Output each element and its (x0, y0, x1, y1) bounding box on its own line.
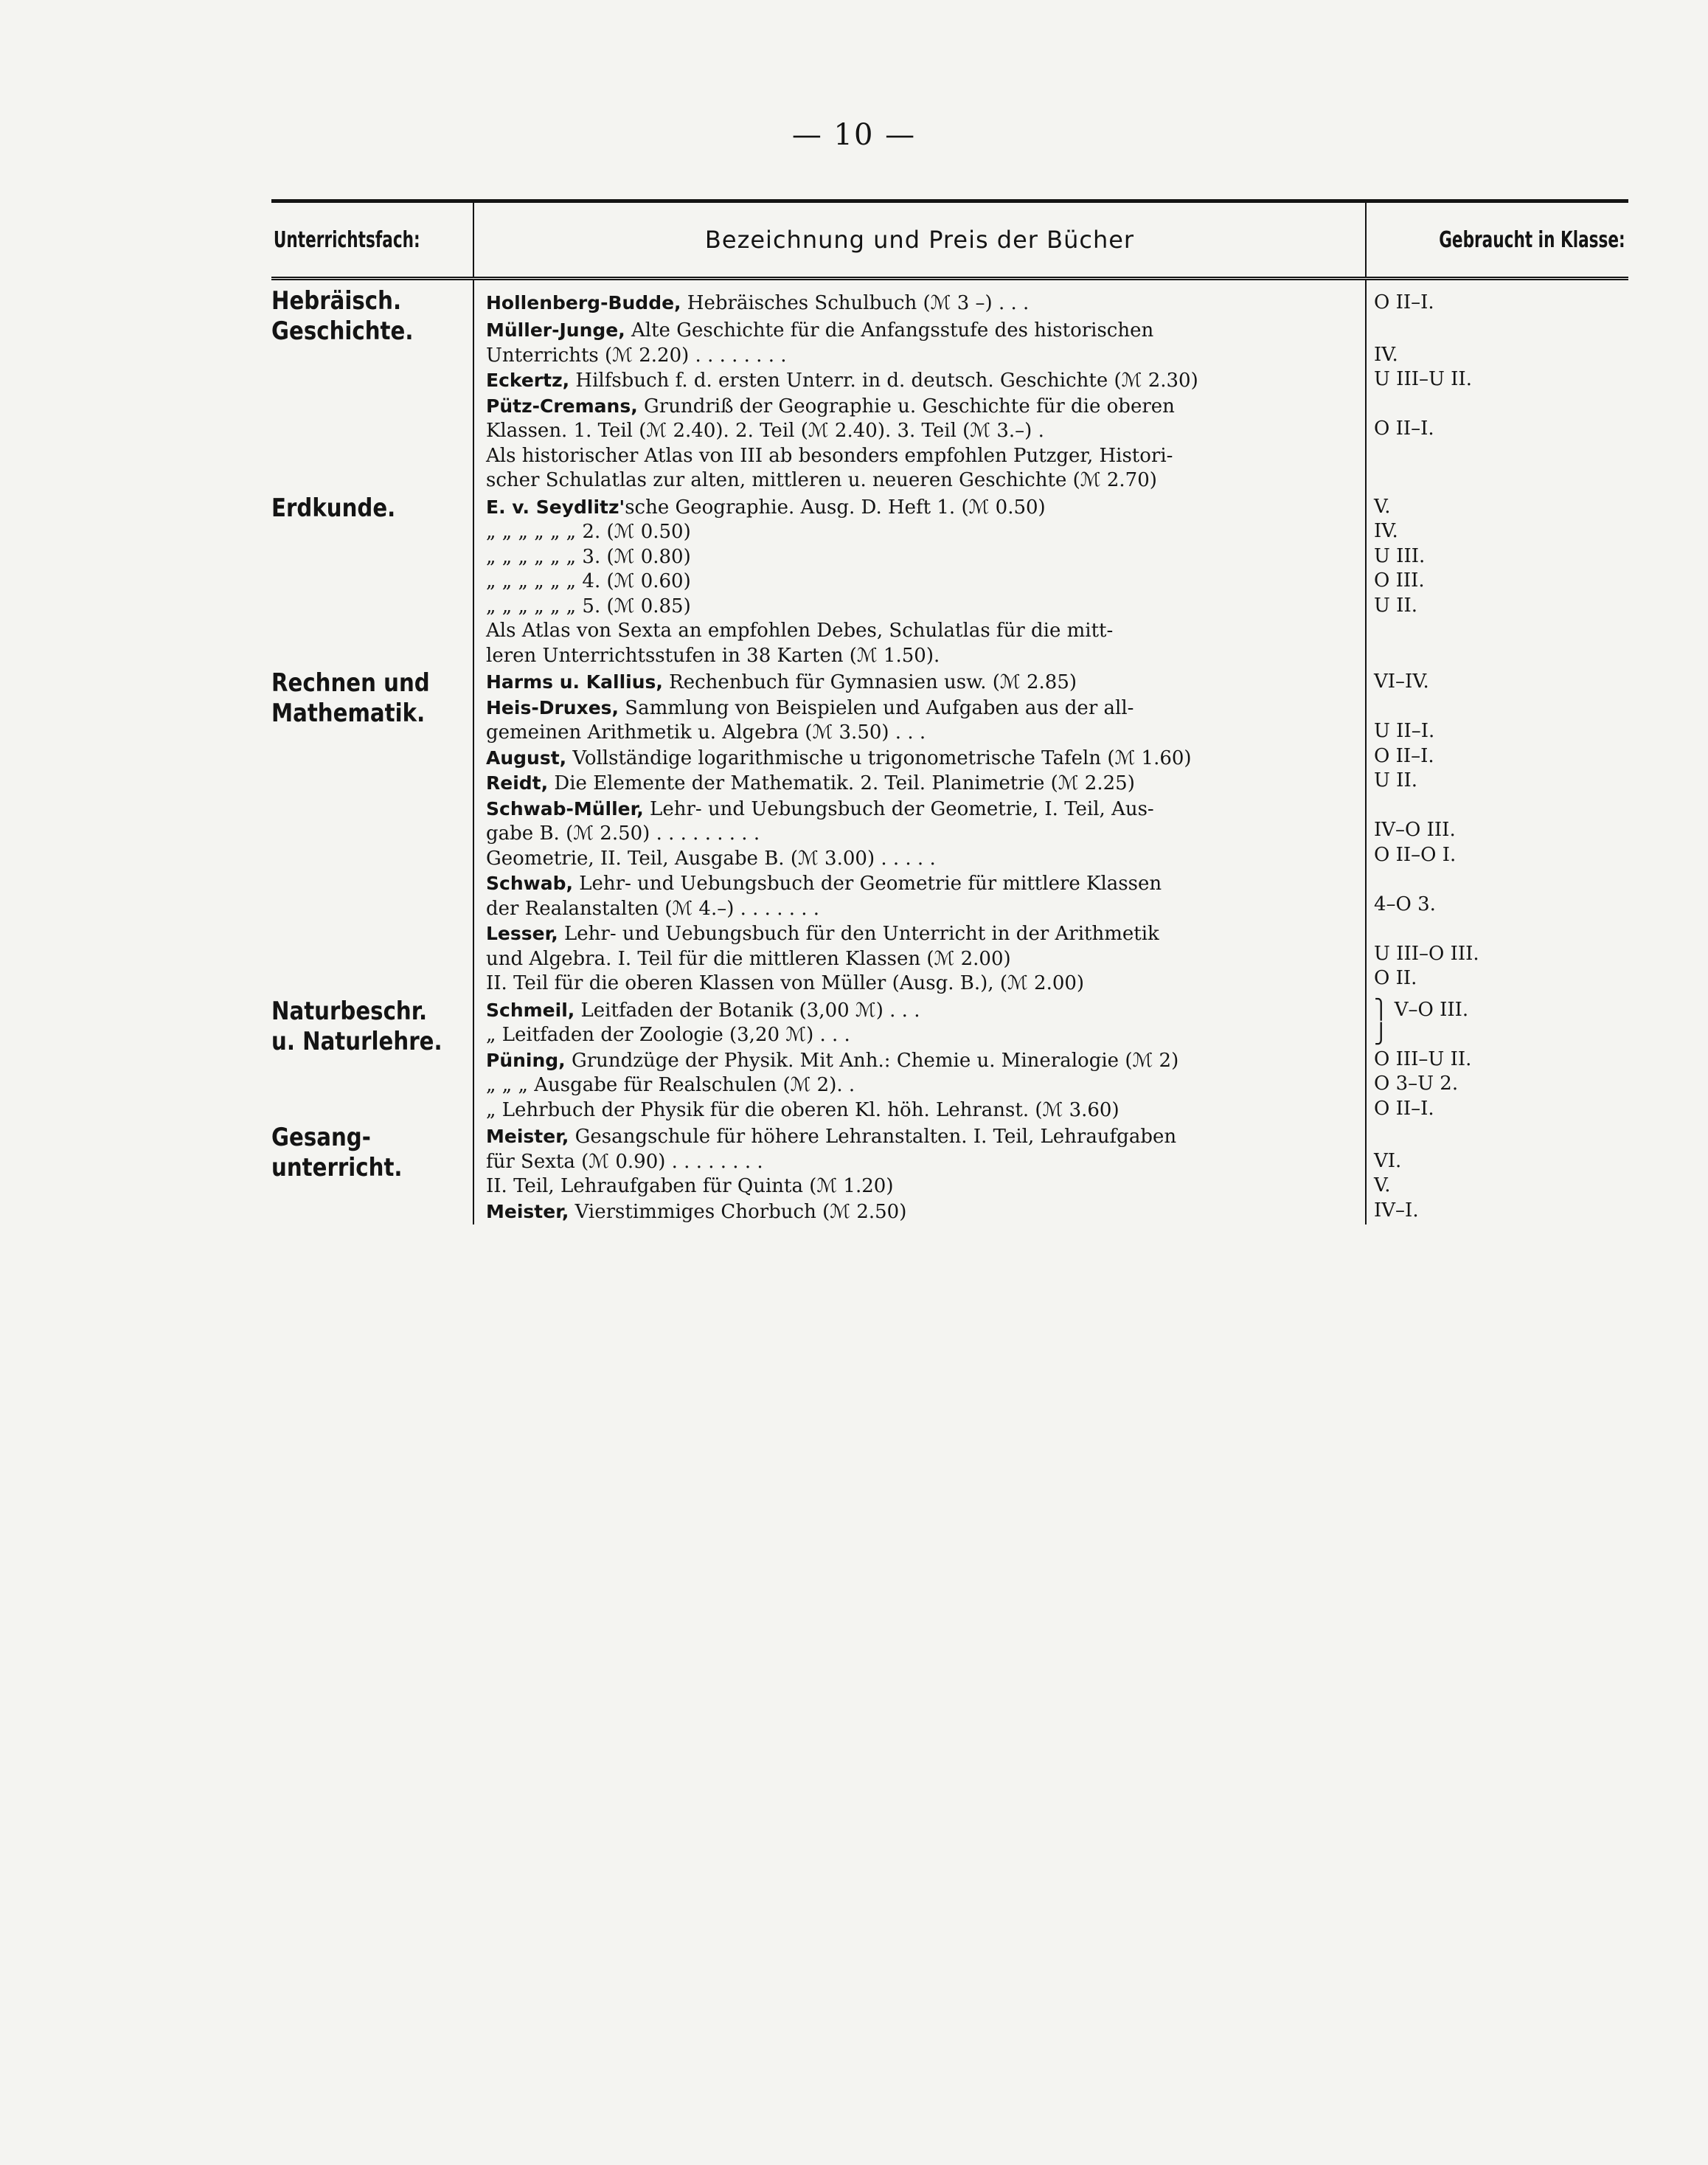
class-range: V. IV. U III. O III. U II. (1374, 495, 1426, 617)
class-cell (1366, 997, 1628, 1123)
book-entry (486, 368, 1356, 394)
class-range: O II–I. (1374, 418, 1434, 440)
books-cell (473, 1123, 1366, 1224)
book-author: Meister, (486, 1200, 569, 1222)
book-title-price: Vollständige logarithmische u trigonometrische Tafeln (ℳ 1.60) (566, 747, 1192, 769)
subject-label: Naturbeschr. u. Naturlehre. (271, 996, 442, 1056)
book-entry (486, 998, 1356, 1048)
class-range: O II–I. (1374, 744, 1434, 767)
subject-cell (271, 668, 473, 997)
subject-label: Gesang- unterricht. (271, 1123, 403, 1182)
book-author: Pütz-Cremans, (486, 395, 638, 417)
subject-cell (271, 279, 473, 317)
book-title-price: Hebräisches Schulbuch (ℳ 3 –) . . . (681, 292, 1030, 314)
book-title-price: Gesangschule für höhere Lehranstalten. I. Teil, Lehraufgaben für Sexta (ℳ 0.90) . . . . . . . . II. Teil, Lehraufgaben für Quinta (ℳ 1.20) (486, 1126, 1177, 1197)
book-entry (486, 291, 1356, 316)
subject-label: Rechnen und Mathematik. (271, 668, 430, 728)
class-cell (1366, 493, 1628, 669)
class-cell (1366, 668, 1628, 997)
books-cell (473, 997, 1366, 1123)
book-title-price: Lehr- und Uebungsbuch der Geometrie, I. Teil, Aus- gabe B. (ℳ 2.50) . . . . . . . . . Geometrie, II. Teil, Ausgabe B. (ℳ 3.00) . . . . . (486, 797, 1154, 870)
book-title-price: Leitfaden der Botanik (3,00 ℳ) . . . „ Leitfaden der Zoologie (3,20 ℳ) . . . (486, 999, 920, 1046)
class-range: ⎫ V–O III. ⎭ (1374, 998, 1469, 1045)
table-row (271, 997, 1628, 1123)
table-row (271, 316, 1628, 493)
book-entry (486, 696, 1356, 746)
class-range: U III–U II. (1374, 368, 1472, 390)
subject-label: Geschichte. (271, 316, 414, 346)
class-range: IV–O III. O II–O I. (1374, 819, 1457, 866)
class-range: O III–U II. O 3–U 2. O II–I. (1374, 1047, 1472, 1120)
book-author: Schwab-Müller, (486, 797, 644, 820)
class-range: O II–I. (1374, 291, 1434, 314)
book-entry (486, 318, 1356, 368)
class-range: IV. (1374, 343, 1398, 366)
book-author: August, (486, 747, 567, 769)
book-author: Püning, (486, 1049, 566, 1071)
class-range: 4–O 3. (1374, 893, 1436, 915)
book-title-price: Sammlung von Beispielen und Aufgaben aus der all- gemeinen Arithmetik u. Algebra (ℳ 3.50) . . . (486, 696, 1134, 744)
class-range (1374, 618, 1628, 643)
book-title-price: Hilfsbuch f. d. ersten Unterr. in d. deutsch. Geschichte (ℳ 2.30) (569, 370, 1198, 392)
header-books: Bezeichnung und Preis der Bücher (473, 201, 1366, 279)
book-entry (486, 746, 1356, 772)
books-cell (473, 316, 1366, 493)
class-range: VI–IV. (1374, 671, 1429, 693)
book-entry (486, 1048, 1356, 1123)
book-entry (486, 1124, 1356, 1199)
book-title-price: Alte Geschichte für die Anfangsstufe des historischen Unterrichts (ℳ 2.20) . . . . . . . . (486, 319, 1154, 367)
class-range: VI. V. (1374, 1149, 1402, 1196)
book-entry (486, 444, 1356, 493)
subject-cell (271, 1123, 473, 1224)
table-body (271, 279, 1628, 1225)
subject-cell (271, 997, 473, 1123)
book-entry (486, 771, 1356, 797)
class-cell (1366, 1123, 1628, 1224)
book-author: Reidt, (486, 772, 549, 794)
class-cell (1366, 316, 1628, 493)
books-cell (473, 279, 1366, 317)
book-author: Meister, (486, 1126, 569, 1147)
book-title-price: sche Geographie. Ausg. D. Heft 1. (ℳ 0.50) „ „ „ „ „ „ 2. (ℳ 0.50) „ „ „ „ „ „ 3. (ℳ 0.80) „ „ „ „ „ „ 4. (ℳ 0.60) „ „ „ „ „ „ 5. (ℳ 0.85) (486, 496, 1046, 617)
class-cell (1366, 279, 1628, 317)
table-row (271, 1123, 1628, 1224)
book-title-price: Grundriß der Geographie u. Geschichte für die oberen Klassen. 1. Teil (ℳ 2.40). 2. Teil (ℳ 2.40). 3. Teil (ℳ 3.–) . (486, 395, 1175, 442)
book-entry (486, 394, 1356, 444)
book-title-price: Lehr- und Uebungsbuch für den Unterricht in der Arithmetik und Algebra. I. Teil für die mittleren Klassen (ℳ 2.00) II. Teil für die oberen Klassen von Müller (Ausg. B.), (ℳ 2.00) (486, 923, 1159, 994)
book-entry (486, 670, 1356, 696)
class-range: U II–I. (1374, 720, 1435, 742)
book-title-price: Lehr- und Uebungsbuch der Geometrie für mittlere Klassen der Realanstalten (ℳ 4.–) . . . . . . . (486, 873, 1162, 920)
book-entry (486, 619, 1356, 668)
subject-label: Erdkunde. (271, 493, 396, 523)
book-author: Müller-Junge, (486, 319, 625, 341)
subject-label: Hebräisch. (271, 286, 402, 316)
books-cell (473, 668, 1366, 997)
class-range: IV–I. (1374, 1199, 1419, 1222)
book-title-price: Die Elemente der Mathematik. 2. Teil. Planimetrie (ℳ 2.25) (548, 772, 1135, 794)
table-header-row (271, 201, 1628, 279)
textbook-table (271, 199, 1628, 1224)
table-row (271, 668, 1628, 997)
table-row (271, 279, 1628, 317)
book-entry (486, 495, 1356, 620)
subject-cell (271, 493, 473, 669)
page-number: — 10 — (791, 118, 917, 152)
book-author: Harms u. Kallius, (486, 671, 663, 693)
header-subject: Unterrichtsfach: (271, 201, 417, 279)
book-entry (486, 921, 1356, 997)
class-range: U III–O III. O II. (1374, 942, 1479, 989)
book-entry (486, 871, 1356, 921)
book-entry (486, 1199, 1356, 1225)
book-title-price: Rechenbuch für Gymnasien usw. (ℳ 2.85) (662, 671, 1077, 693)
class-range (1374, 442, 1628, 467)
books-cell (473, 493, 1366, 669)
book-author: Schwab, (486, 873, 573, 894)
header-class: Gebraucht in Klasse: (1366, 201, 1628, 279)
table-row (271, 493, 1628, 669)
book-entry (486, 797, 1356, 872)
book-author: Eckertz, (486, 370, 570, 391)
book-title-price: Als Atlas von Sexta an empfohlen Debes, Schulatlas für die mitt- leren Unterrichtsstufen in 38 Karten (ℳ 1.50). (486, 620, 1114, 667)
book-title-price: Vierstimmiges Chorbuch (ℳ 2.50) (569, 1200, 907, 1223)
class-range: U II. (1374, 769, 1417, 791)
book-author: Hollenberg-Budde, (486, 292, 681, 314)
book-title-price: Als historischer Atlas von III ab besonders empfohlen Putzger, Histori- scher Schulatlas zur alten, mittleren u. neueren Geschichte (ℳ 2.70) (486, 444, 1173, 491)
book-title-price: Grundzüge der Physik. Mit Anh.: Chemie u. Mineralogie (ℳ 2) „ „ „ Ausgabe für Realschulen (ℳ 2). . „ Lehrbuch der Physik für die oberen Kl. höh. Lehranst. (ℳ 3.60) (486, 1049, 1179, 1121)
subject-cell (271, 316, 473, 493)
book-author: Heis-Druxes, (486, 696, 619, 718)
book-author: Lesser, (486, 923, 558, 944)
book-author: Schmeil, (486, 999, 575, 1021)
book-author: E. v. Seydlitz' (486, 496, 625, 518)
